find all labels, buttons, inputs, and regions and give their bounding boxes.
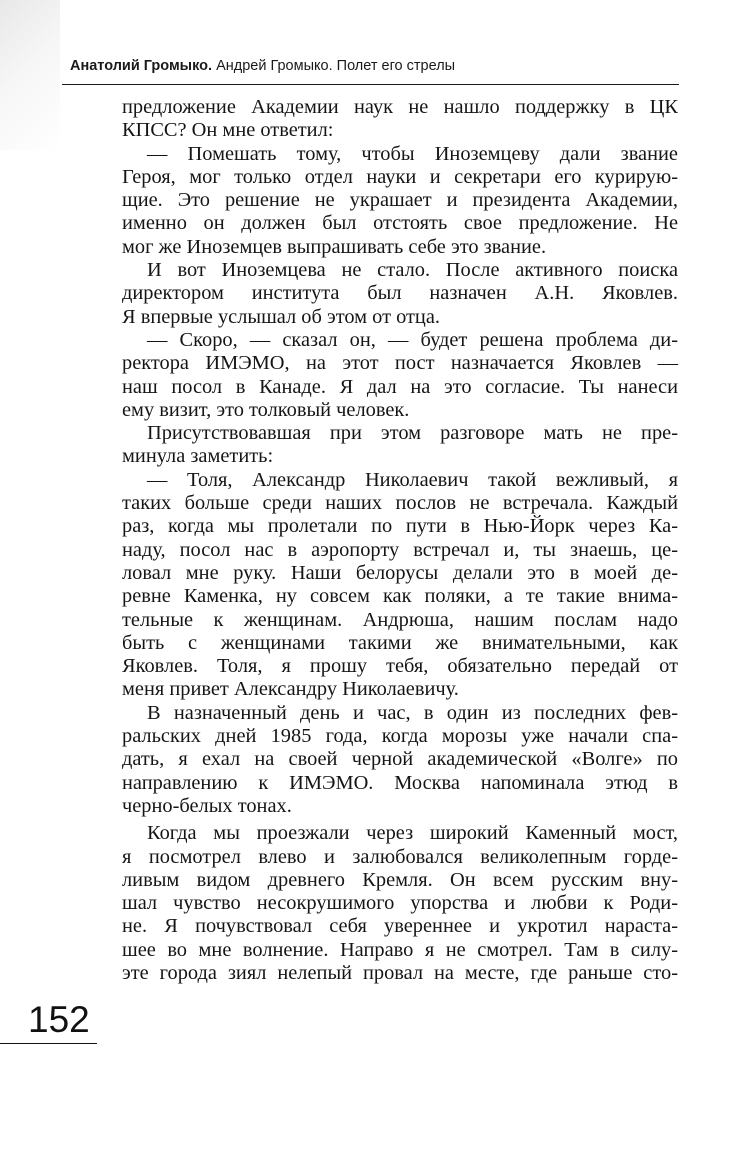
text-line: мог же Иноземцев выпрашивать себе это звание. [122,235,547,258]
text-line: Я впервые услышал об этом от отца. [122,305,440,328]
text-line: Присутствовавшая при этом разговоре мать не пре- [147,422,678,445]
text-line: — Помешать тому, чтобы Иноземцеву дали звание [147,142,678,165]
text-line: — Толя, Александр Николаевич такой вежливый, я [147,468,678,491]
header-author: Анатолий Громыко. [70,58,213,74]
text-line: наш посол в Канаде. Я дал на это согласие. Ты нанеси [122,375,678,398]
text-line: дать, я ехал на своей черной академической «Волге» по [122,748,678,771]
text-line: направлению к ИМЭМО. Москва напоминала этюд в [122,771,678,794]
text-line: именно он должен был отстоять свое предложение. Не [122,212,678,235]
text-line: эте города зиял нелепый провал на месте, где раньше сто- [122,961,678,984]
header-title: Андрей Громыко. Полет его стрелы [216,58,456,74]
text-line: Яковлев. Толя, я прошу тебя, обязательно передай от [122,655,678,678]
text-line: шал чувство несокрушимого упорства и любви к Роди- [122,892,678,915]
text-line: Когда мы проезжали через широкий Каменный мост, [147,822,678,845]
text-line: меня привет Александру Николаевичу. [122,678,459,701]
text-line: — Скоро, — сказал он, — будет решена проблема ди- [147,328,678,351]
text-line: ему визит, это толковый человек. [122,398,410,421]
header-divider [62,84,679,85]
text-line: директором института был назначен А.Н. Яковлев. [122,282,678,305]
text-line: предложение Академии наук не нашло поддержку в ЦК [122,96,678,118]
text-line: В назначенный день и час, в один из последних фев- [147,701,678,724]
text-line: черно-белых тонах. [122,794,292,817]
body-text [122,96,678,985]
page-number-underline [0,1043,97,1044]
text-line: минула заметить: [122,445,274,468]
text-line: ральских дней 1985 года, когда морозы уже начали спа- [122,725,678,748]
text-line: я посмотрел влево и залюбовался великолепным горде- [122,845,678,868]
text-line: ревне Каменка, ну совсем как поляки, а те такие внима- [122,585,678,608]
text-line: шее во мне волнение. Направо я не смотрел. Там в силу- [122,938,678,961]
text-line: таких больше среди наших послов не встречала. Каждый [122,492,678,515]
text-line: Героя, мог только отдел науки и секретари его курирую- [122,165,678,188]
text-line: КПСС? Он мне ответил: [122,119,334,142]
text-line: щие. Это решение не украшает и президента Академии, [122,189,678,212]
text-line: И вот Иноземцева не стало. После активного поиска [147,259,678,282]
text-line: быть с женщинами такими же внимательными, как [122,631,678,654]
text-line: ловал мне руку. Наши белорусы делали это в моей де- [122,561,678,584]
text-line: раз, когда мы пролетали по пути в Нью-Йорк через Ка- [122,515,678,538]
text-line: тельные к женщинам. Андрюша, нашим послам надо [122,608,678,631]
scan-edge-shadow [0,0,60,150]
running-header [70,58,455,74]
text-line: ректора ИМЭМО, на этот пост назначается Яковлев — [122,352,678,375]
text-line: не. Я почувствовал себя увереннее и укротил нараста- [122,915,678,938]
text-line: ливым видом древнего Кремля. Он всем русским вну- [122,868,678,891]
page-number: 152 [28,999,90,1040]
text-line: наду, посол нас в аэропорту встречал и, ты знаешь, це- [122,538,678,561]
